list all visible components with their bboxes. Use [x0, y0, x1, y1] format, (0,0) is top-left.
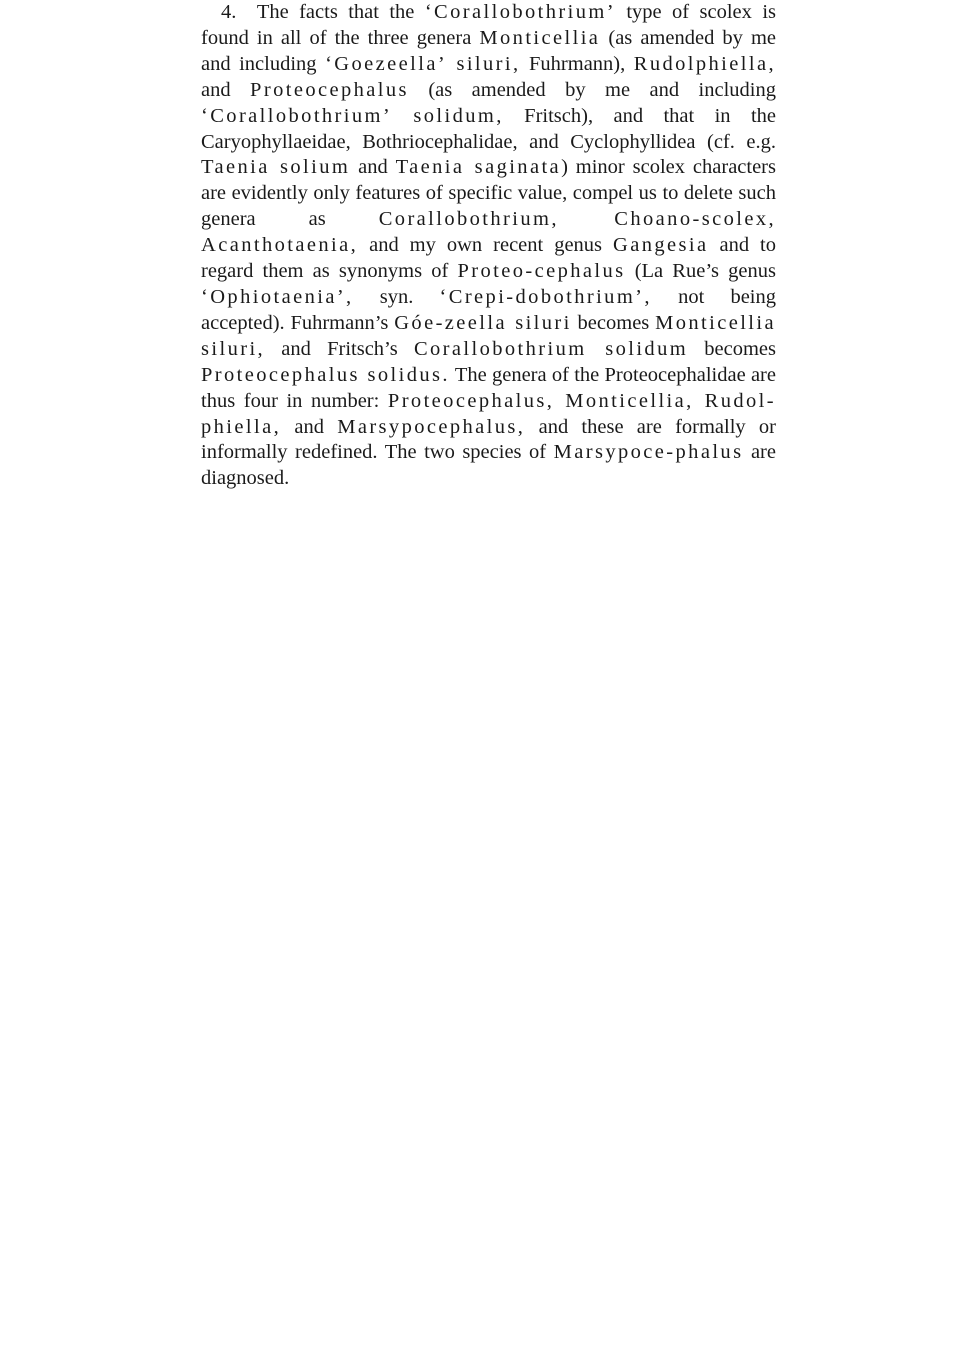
text-run: not being accepted). Fuhrmann’s — [201, 285, 776, 334]
text-run: and these are formally or informally redefined. The two species of — [201, 415, 776, 464]
genus-name: Monticellia — [479, 26, 601, 49]
genus-name: Proteo-cephalus — [457, 260, 626, 283]
text-run: and — [201, 78, 251, 101]
genus-name: Marsypoce-phalus — [553, 441, 744, 464]
text-run: and — [281, 415, 338, 438]
text-run: (as amended by me and including — [408, 78, 776, 101]
text-run: and to regard them as synonyms of — [201, 234, 777, 283]
genus-name: ‘Crepi-dobothrium’, — [439, 285, 652, 308]
text-run: ) minor scolex characters are evidently only features of specific value, compel us to delete such genera as — [201, 156, 776, 231]
species-name: ‘Goezeella’ siluri, — [325, 52, 521, 75]
text-run: The facts that the — [256, 1, 425, 23]
text-run: syn. — [353, 285, 440, 308]
species-name: ‘Corallobothrium’ solidum, — [201, 104, 504, 127]
genus-name: Rudolphiella, — [633, 52, 776, 75]
genus-name: Marsypocephalus, — [337, 415, 526, 438]
text-run: Fuhrmann), — [520, 52, 634, 75]
text-run: becomes — [688, 337, 777, 360]
text-run: type of scolex is found in all of the three genera — [201, 1, 776, 49]
text-run: and — [350, 156, 396, 179]
text-run: (as amended by me and including — [201, 26, 776, 75]
paragraph-number: 4. — [221, 1, 237, 23]
species-name: Taenia saginata — [395, 156, 562, 179]
text-run: becomes — [571, 311, 656, 334]
genus-name: Corallobothrium, Choano-scolex, Acanthotaenia, — [201, 208, 776, 257]
genus-name: Proteocephalus — [250, 78, 409, 101]
species-name: Taenia solium — [201, 156, 351, 179]
text-run: (La Rue’s genus — [625, 260, 776, 283]
genus-list: Proteocephalus, Monticellia, Rudol-phiella, — [201, 389, 776, 438]
text-column — [201, 0, 776, 492]
text-run: and my own recent genus — [358, 234, 614, 257]
species-name: Monticellia siluri, — [201, 311, 776, 360]
species-name: Corallobothrium solidum — [413, 337, 689, 360]
text-run: and Fritsch’s — [265, 337, 414, 360]
genus-name: Gangesia — [613, 234, 709, 257]
text-run: are diagnosed. — [201, 441, 776, 490]
text-run: The genera of the Proteocephalidae are thus four in number: — [201, 363, 776, 412]
genus-name: ‘Ophiotaenia’, — [201, 285, 354, 308]
genus-name: ‘Corallobothrium’ — [424, 1, 616, 23]
text-run: Fritsch), and that in the Caryophyllaeidae, Bothriocephalidae, and Cyclophyllidea (cf. e.g. — [201, 104, 776, 153]
species-name: Proteocephalus solidus. — [201, 363, 450, 386]
paragraph — [201, 0, 776, 492]
species-name: Góe-zeella siluri — [394, 311, 572, 334]
